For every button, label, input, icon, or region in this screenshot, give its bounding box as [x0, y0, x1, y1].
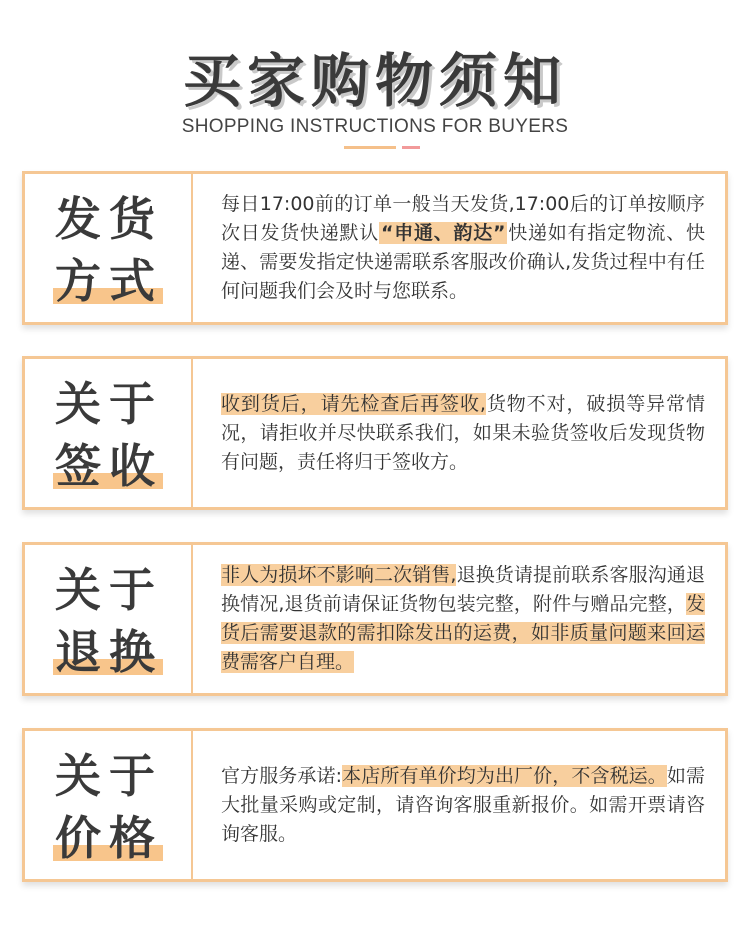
page-header	[0, 0, 750, 170]
label-line-1: 发货	[55, 192, 163, 246]
section-receipt	[22, 356, 728, 510]
section-text	[221, 390, 705, 477]
section-label	[25, 174, 193, 322]
label-line-1: 关于	[55, 563, 163, 617]
section-text	[221, 190, 705, 306]
text-plain: 货物不对，破损等异常情况，请拒收并尽快联系我们，如果未验货签收后发现货物有问题，责任将归于签收方。	[221, 392, 705, 473]
section-text	[221, 561, 705, 677]
text-plain: 退换货请提前联系客服沟通退换情况,退货前请保证货物包装完整，附件与赠品完整，	[221, 564, 705, 615]
section-pricing	[22, 728, 728, 882]
section-label	[25, 359, 193, 507]
text-plain: 快递如有指定物流、快递、需要发指定快递需联系客服改价确认,发货过程中有任何问题我们会及时与您联系。	[221, 222, 705, 302]
title-divider-orange	[344, 146, 396, 149]
label-line-1: 关于	[55, 749, 163, 803]
section-text	[221, 762, 705, 849]
label-line-2: 方式	[55, 254, 163, 308]
text-highlight: 发货后需要退款的需扣除发出的运费，如非质量问题来回运费需客户自理。	[221, 593, 705, 673]
text-plain: 每日17:00前的订单一般当天发货,17:00后的订单按顺序次日发货快递默认	[221, 193, 705, 244]
text-plain: 官方服务承诺:	[221, 764, 343, 787]
text-highlight: 本店所有单价均为出厂价，不含税运。	[342, 764, 667, 787]
section-label	[25, 545, 193, 693]
label-line-2: 退换	[55, 625, 163, 679]
text-highlight: 非人为损坏不影响二次销售,	[221, 564, 457, 586]
section-shipping-method	[22, 171, 728, 325]
section-body	[221, 359, 705, 507]
title-divider-pink	[402, 146, 420, 149]
text-plain: 如需大批量采购或定制，请咨询客服重新报价。如需开票请咨询客服。	[221, 764, 705, 845]
section-label	[25, 731, 193, 879]
section-returns	[22, 542, 728, 696]
text-highlight: 收到货后，请先检查后再签收,	[221, 392, 486, 415]
section-body	[221, 731, 705, 879]
section-body	[221, 545, 705, 693]
text-highlight: “申通、韵达”	[381, 222, 506, 244]
label-line-1: 关于	[55, 377, 163, 431]
label-line-2: 价格	[55, 811, 163, 865]
label-line-2: 签收	[55, 439, 163, 493]
section-body	[221, 174, 705, 322]
page-title: 买家购物须知	[182, 47, 567, 115]
page-subtitle: SHOPPING INSTRUCTIONS FOR BUYERS	[181, 116, 569, 137]
